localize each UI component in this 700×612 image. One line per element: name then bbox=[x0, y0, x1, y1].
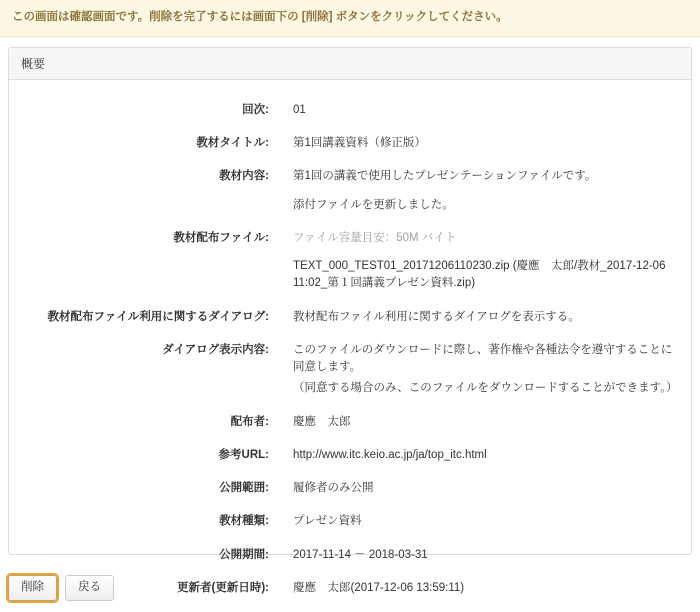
row-value-text: このファイルのダウンロードに際し、著作権や各種法令を遵守することに同意します。 bbox=[293, 343, 673, 374]
row-value-text: 慶應 太郎(2017-12-06 13:59:11) bbox=[293, 581, 465, 594]
row-label-publish-scope: 公開範囲: bbox=[219, 482, 269, 495]
reference-url-link[interactable]: http://www.itc.keio.ac.jp/ja/top_itc.html bbox=[293, 448, 487, 461]
row-value-publish-scope bbox=[281, 472, 691, 505]
alert-message: この画面は確認画面です。削除を完了するには画面下の [削除] ボタンをクリックしてください。 bbox=[12, 11, 508, 23]
row-value-text: 01 bbox=[293, 103, 306, 116]
table-row bbox=[9, 160, 691, 222]
file-size-hint: ファイル容量目安：50M バイト bbox=[293, 231, 457, 244]
file-name-text: TEXT_000_TEST01_20171206110230.zip (慶應 太郎/教材_2017-12-06 11:02_第１回講義プレゼン資料.zip) bbox=[293, 260, 666, 290]
row-label-title: 教材タイトル: bbox=[196, 137, 269, 150]
table-row bbox=[9, 127, 691, 160]
table-row bbox=[9, 301, 691, 334]
row-value-text-secondary: 添付ファイルを更新しました。 bbox=[293, 198, 454, 211]
row-value-text: 慶應 太郎 bbox=[293, 415, 351, 428]
row-label-distributor: 配布者: bbox=[230, 415, 269, 428]
row-value-text: 教材配布ファイル利用に関するダイアログを表示する。 bbox=[293, 310, 580, 323]
row-label-updater: 更新者(更新日時): bbox=[177, 581, 269, 594]
row-value-distributor bbox=[281, 406, 691, 439]
row-value-content bbox=[281, 160, 691, 222]
row-value-material-type bbox=[281, 505, 691, 538]
row-label-reference-url: 参考URL: bbox=[218, 448, 269, 461]
row-value-reference-url bbox=[281, 439, 691, 472]
row-value-text: 2017-11-14 － 2018-03-31 bbox=[293, 548, 428, 561]
row-value-dialog-content bbox=[281, 334, 691, 406]
footer-action-bar bbox=[0, 575, 700, 601]
row-label-material-type: 教材種類: bbox=[219, 515, 269, 528]
button-row bbox=[0, 575, 700, 601]
material-detail-table bbox=[9, 94, 691, 605]
table-row bbox=[9, 406, 691, 439]
row-label-content: 教材内容: bbox=[219, 170, 269, 183]
table-row bbox=[9, 439, 691, 472]
confirmation-alert bbox=[0, 0, 700, 37]
row-value-text: 履修者のみ公開 bbox=[293, 482, 374, 495]
row-label-file: 教材配布ファイル: bbox=[173, 231, 269, 244]
row-label-kaiji: 回次: bbox=[242, 103, 269, 116]
panel-body bbox=[9, 80, 691, 605]
row-value-kaiji bbox=[281, 94, 691, 127]
row-label-dialog-setting: 教材配布ファイル利用に関するダイアログ: bbox=[47, 310, 269, 323]
row-label-dialog-content: ダイアログ表示内容: bbox=[162, 343, 269, 356]
panel-heading bbox=[9, 48, 691, 80]
delete-button[interactable]: 削除 bbox=[8, 575, 57, 601]
row-value-text-secondary: （同意する場合のみ、このファイルをダウンロードすることができます。） bbox=[293, 382, 678, 395]
table-row bbox=[9, 472, 691, 505]
table-row bbox=[9, 334, 691, 406]
row-label-publish-period: 公開期間: bbox=[219, 548, 269, 561]
row-value-text: 第1回の講義で使用したプレゼンテーションファイルです。 bbox=[293, 170, 597, 183]
row-value-text: 第1回講義資料（修正版） bbox=[293, 137, 426, 150]
table-row bbox=[9, 539, 691, 572]
table-row bbox=[9, 505, 691, 538]
row-value-file bbox=[281, 222, 691, 301]
table-row bbox=[9, 222, 691, 301]
row-value-title bbox=[281, 127, 691, 160]
row-value-text: プレゼン資料 bbox=[293, 515, 362, 528]
back-button[interactable]: 戻る bbox=[65, 575, 114, 601]
row-value-dialog-setting bbox=[281, 301, 691, 334]
panel-heading-label: 概要 bbox=[21, 56, 46, 71]
row-value-publish-period bbox=[281, 539, 691, 572]
table-row bbox=[9, 94, 691, 127]
